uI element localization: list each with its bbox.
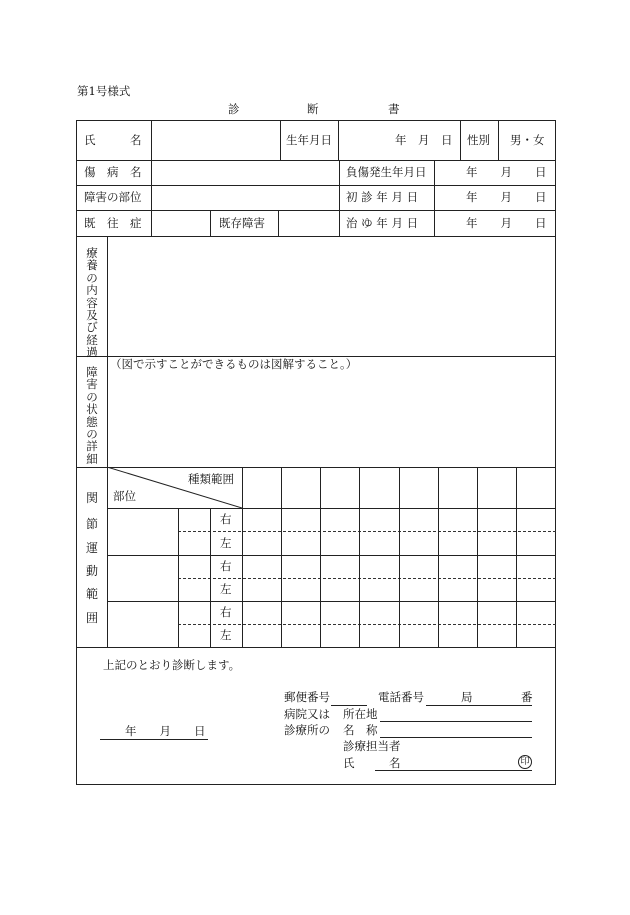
name-label: 氏 名 <box>84 133 142 147</box>
rom-col <box>210 508 211 647</box>
existing-label: 既存障害 <box>219 216 265 230</box>
first-visit-value[interactable]: 年 月 日 <box>466 190 547 204</box>
rom-col <box>178 508 179 647</box>
title-char-3: 書 <box>388 102 400 116</box>
part-header: 部位 <box>113 489 136 503</box>
col-divider <box>460 120 461 160</box>
name-field-label: 名 称 <box>343 723 378 737</box>
part-field[interactable] <box>152 186 338 209</box>
seal-icon: 印 <box>518 755 532 769</box>
state-field[interactable] <box>108 374 555 466</box>
location-underline[interactable] <box>380 721 532 722</box>
form-number: 第1号様式 <box>77 84 131 98</box>
rom-dashed <box>178 531 556 532</box>
right-label: 右 <box>220 559 232 573</box>
diagnosis-date[interactable]: 年 月 日 <box>125 724 206 738</box>
state-label: 障害の状態の詳細 <box>86 365 98 466</box>
col-divider <box>498 120 499 160</box>
person-name-label: 氏 名 <box>343 756 401 770</box>
ban-label: 番 <box>521 690 533 704</box>
title-char-2: 断 <box>307 102 319 116</box>
cure-label: 治 ゆ 年 月 日 <box>346 216 419 230</box>
sex-value[interactable]: 男・女 <box>510 133 545 147</box>
col-divider <box>280 120 281 160</box>
col-divider <box>338 120 339 160</box>
hospital-line2: 診療所の <box>284 723 330 737</box>
col-divider <box>434 160 435 236</box>
left-label: 左 <box>220 536 232 550</box>
rom-col <box>438 467 439 647</box>
cure-value[interactable]: 年 月 日 <box>466 216 547 230</box>
name-field[interactable] <box>152 121 279 159</box>
rom-label-1: 関 <box>85 491 98 505</box>
doctor-label: 診療担当者 <box>343 739 401 753</box>
rom-col <box>359 467 360 647</box>
rom-col <box>477 467 478 647</box>
rom-label-6: 囲 <box>85 611 98 625</box>
type-range-header: 種類範囲 <box>188 472 234 486</box>
rom-col <box>399 467 400 647</box>
title-char-1: 診 <box>228 102 240 116</box>
rom-col <box>242 467 243 647</box>
person-name-underline[interactable] <box>375 770 532 771</box>
phone-label: 電話番号 <box>378 690 424 704</box>
disease-label: 傷 病 名 <box>84 165 142 179</box>
rom-divider <box>107 601 556 602</box>
first-visit-label: 初 診 年 月 日 <box>346 190 419 204</box>
disease-field[interactable] <box>152 161 338 184</box>
rom-label-4: 動 <box>85 564 98 578</box>
rom-divider <box>107 555 556 556</box>
col-divider <box>339 160 340 236</box>
statement: 上記のとおり診断します。 <box>103 658 241 672</box>
phone-underline[interactable] <box>426 705 532 706</box>
rom-label-5: 範 <box>85 587 98 601</box>
rom-col <box>516 467 517 647</box>
postal-underline[interactable] <box>331 705 367 706</box>
state-note: （図で示すことができるものは図解すること。） <box>110 357 358 371</box>
rom-label-2: 節 <box>85 517 98 531</box>
treatment-label: 療養の内容及び経過 <box>86 246 98 360</box>
treatment-field[interactable] <box>108 237 555 355</box>
right-label: 右 <box>220 605 232 619</box>
history-label: 既 往 症 <box>84 216 142 230</box>
left-label: 左 <box>220 628 232 642</box>
sex-label: 性別 <box>467 133 490 147</box>
left-label: 左 <box>220 582 232 596</box>
injury-date-value[interactable]: 年 月 日 <box>466 165 547 179</box>
rom-col <box>281 467 282 647</box>
rom-dashed <box>178 624 556 625</box>
birth-value[interactable]: 年 月 日 <box>395 133 453 147</box>
existing-field[interactable] <box>279 211 338 235</box>
rom-dashed <box>178 578 556 579</box>
location-label: 所在地 <box>343 707 378 721</box>
hospital-line1: 病院又は <box>284 707 330 721</box>
rom-label-3: 運 <box>85 541 98 555</box>
rom-divider <box>107 508 242 509</box>
facility-name-underline[interactable] <box>380 737 532 738</box>
col-divider <box>210 210 211 236</box>
birth-label: 生年月日 <box>286 133 332 147</box>
right-label: 右 <box>220 512 232 526</box>
rom-col <box>320 467 321 647</box>
injury-date-label: 負傷発生年月日 <box>346 165 427 179</box>
history-field[interactable] <box>152 211 209 235</box>
part-label: 障害の部位 <box>84 190 142 204</box>
postal-label: 郵便番号 <box>284 690 330 704</box>
bureau-label: 局 <box>461 690 473 704</box>
date-underline <box>100 739 208 740</box>
row-divider <box>76 647 556 648</box>
